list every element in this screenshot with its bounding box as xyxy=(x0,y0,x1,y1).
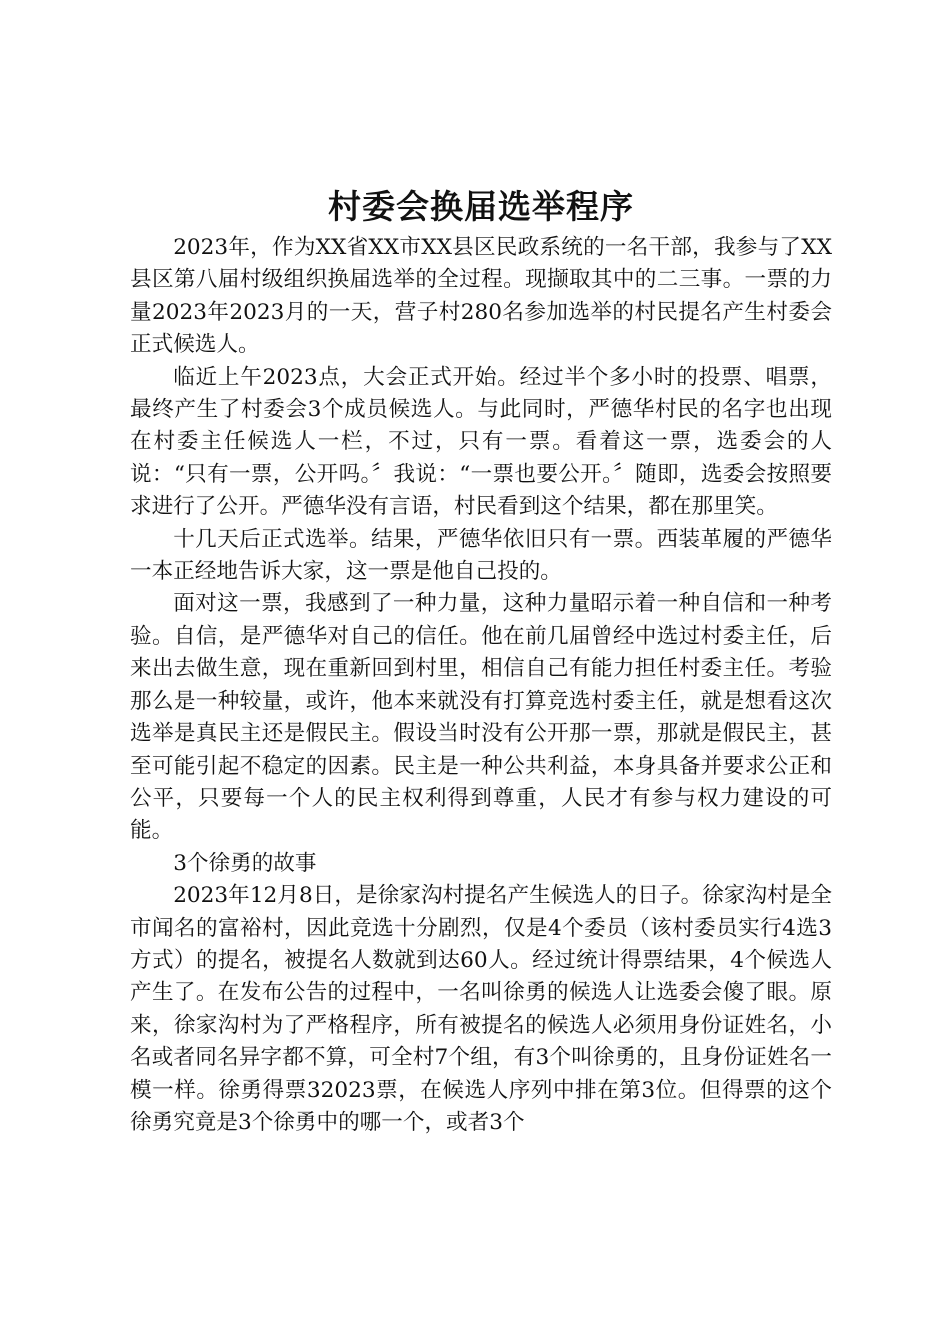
document-page xyxy=(130,182,832,1139)
document-title: 村委会换届选举程序 xyxy=(328,187,634,226)
paragraph-5: 2023年12月8日，是徐家沟村提名产生候选人的日子。徐家沟村是全市闻名的富裕村，因此竞选十分剧烈，仅是4个委员（该村委员实行4选3方式）的提名，被提名人数就到达60人。经过统计得票结果，4个候选人产生了。在发布公告的过程中，一名叫徐勇的候选人让选委会傻了眼。原来，徐家沟村为了严格程序，所有被提名的候选人必须用身份证姓名，小名或者同名异字都不算，可全村7个组，有3个叫徐勇的，且身份证姓名一模一样。徐勇得票32023票，在候选人序列中排在第3位。但得票的这个徐勇究竟是3个徐勇中的哪一个，或者3个 xyxy=(130,883,832,1135)
paragraph-4: 面对这一票，我感到了一种力量，这种力量昭示着一种自信和一种考验。自信，是严德华对自己的信任。他在前几届曾经中选过村委主任，后来出去做生意，现在重新回到村里，相信自己有能力担任村委主任。考验那么是一种较量，或许，他本来就没有打算竞选村委主任，就是想看这次选举是真民主还是假民主。假设当时没有公开那一票，那就是假民主，甚至可能引起不稳定的因素。民主是一种公共利益，本身具备并要求公正和公平，只要每一个人的民主权利得到尊重，人民才有参与权力建设的可能。 xyxy=(130,591,832,844)
paragraph-3: 十几天后正式选举。结果，严德华依旧只有一票。西装革履的严德华一本正经地告诉大家，这一票是他自己投的。 xyxy=(130,526,832,585)
paragraph-1: 2023年，作为XX省XX市XX县区民政系统的一名干部，我参与了XX县区第八届村级组织换届选举的全过程。现撷取其中的二三事。一票的力量2023年2023月的一天，营子村280名参加选举的村民提名产生村委会正式候选人。 xyxy=(130,235,832,358)
section-heading: 3个徐勇的故事 xyxy=(173,850,317,876)
paragraph-2: 临近上午2023点，大会正式开始。经过半个多小时的投票、唱票，最终产生了村委会3个成员候选人。与此同时，严德华村民的名字也出现在村委主任候选人一栏，不过，只有一票。看着这一票，选委会的人说：“只有一票，公开吗。〞我说：“一票也要公开。〞随即，选委会按照要求进行了公开。严德华没有言语，村民看到这个结果，都在那里笑。 xyxy=(130,364,832,520)
